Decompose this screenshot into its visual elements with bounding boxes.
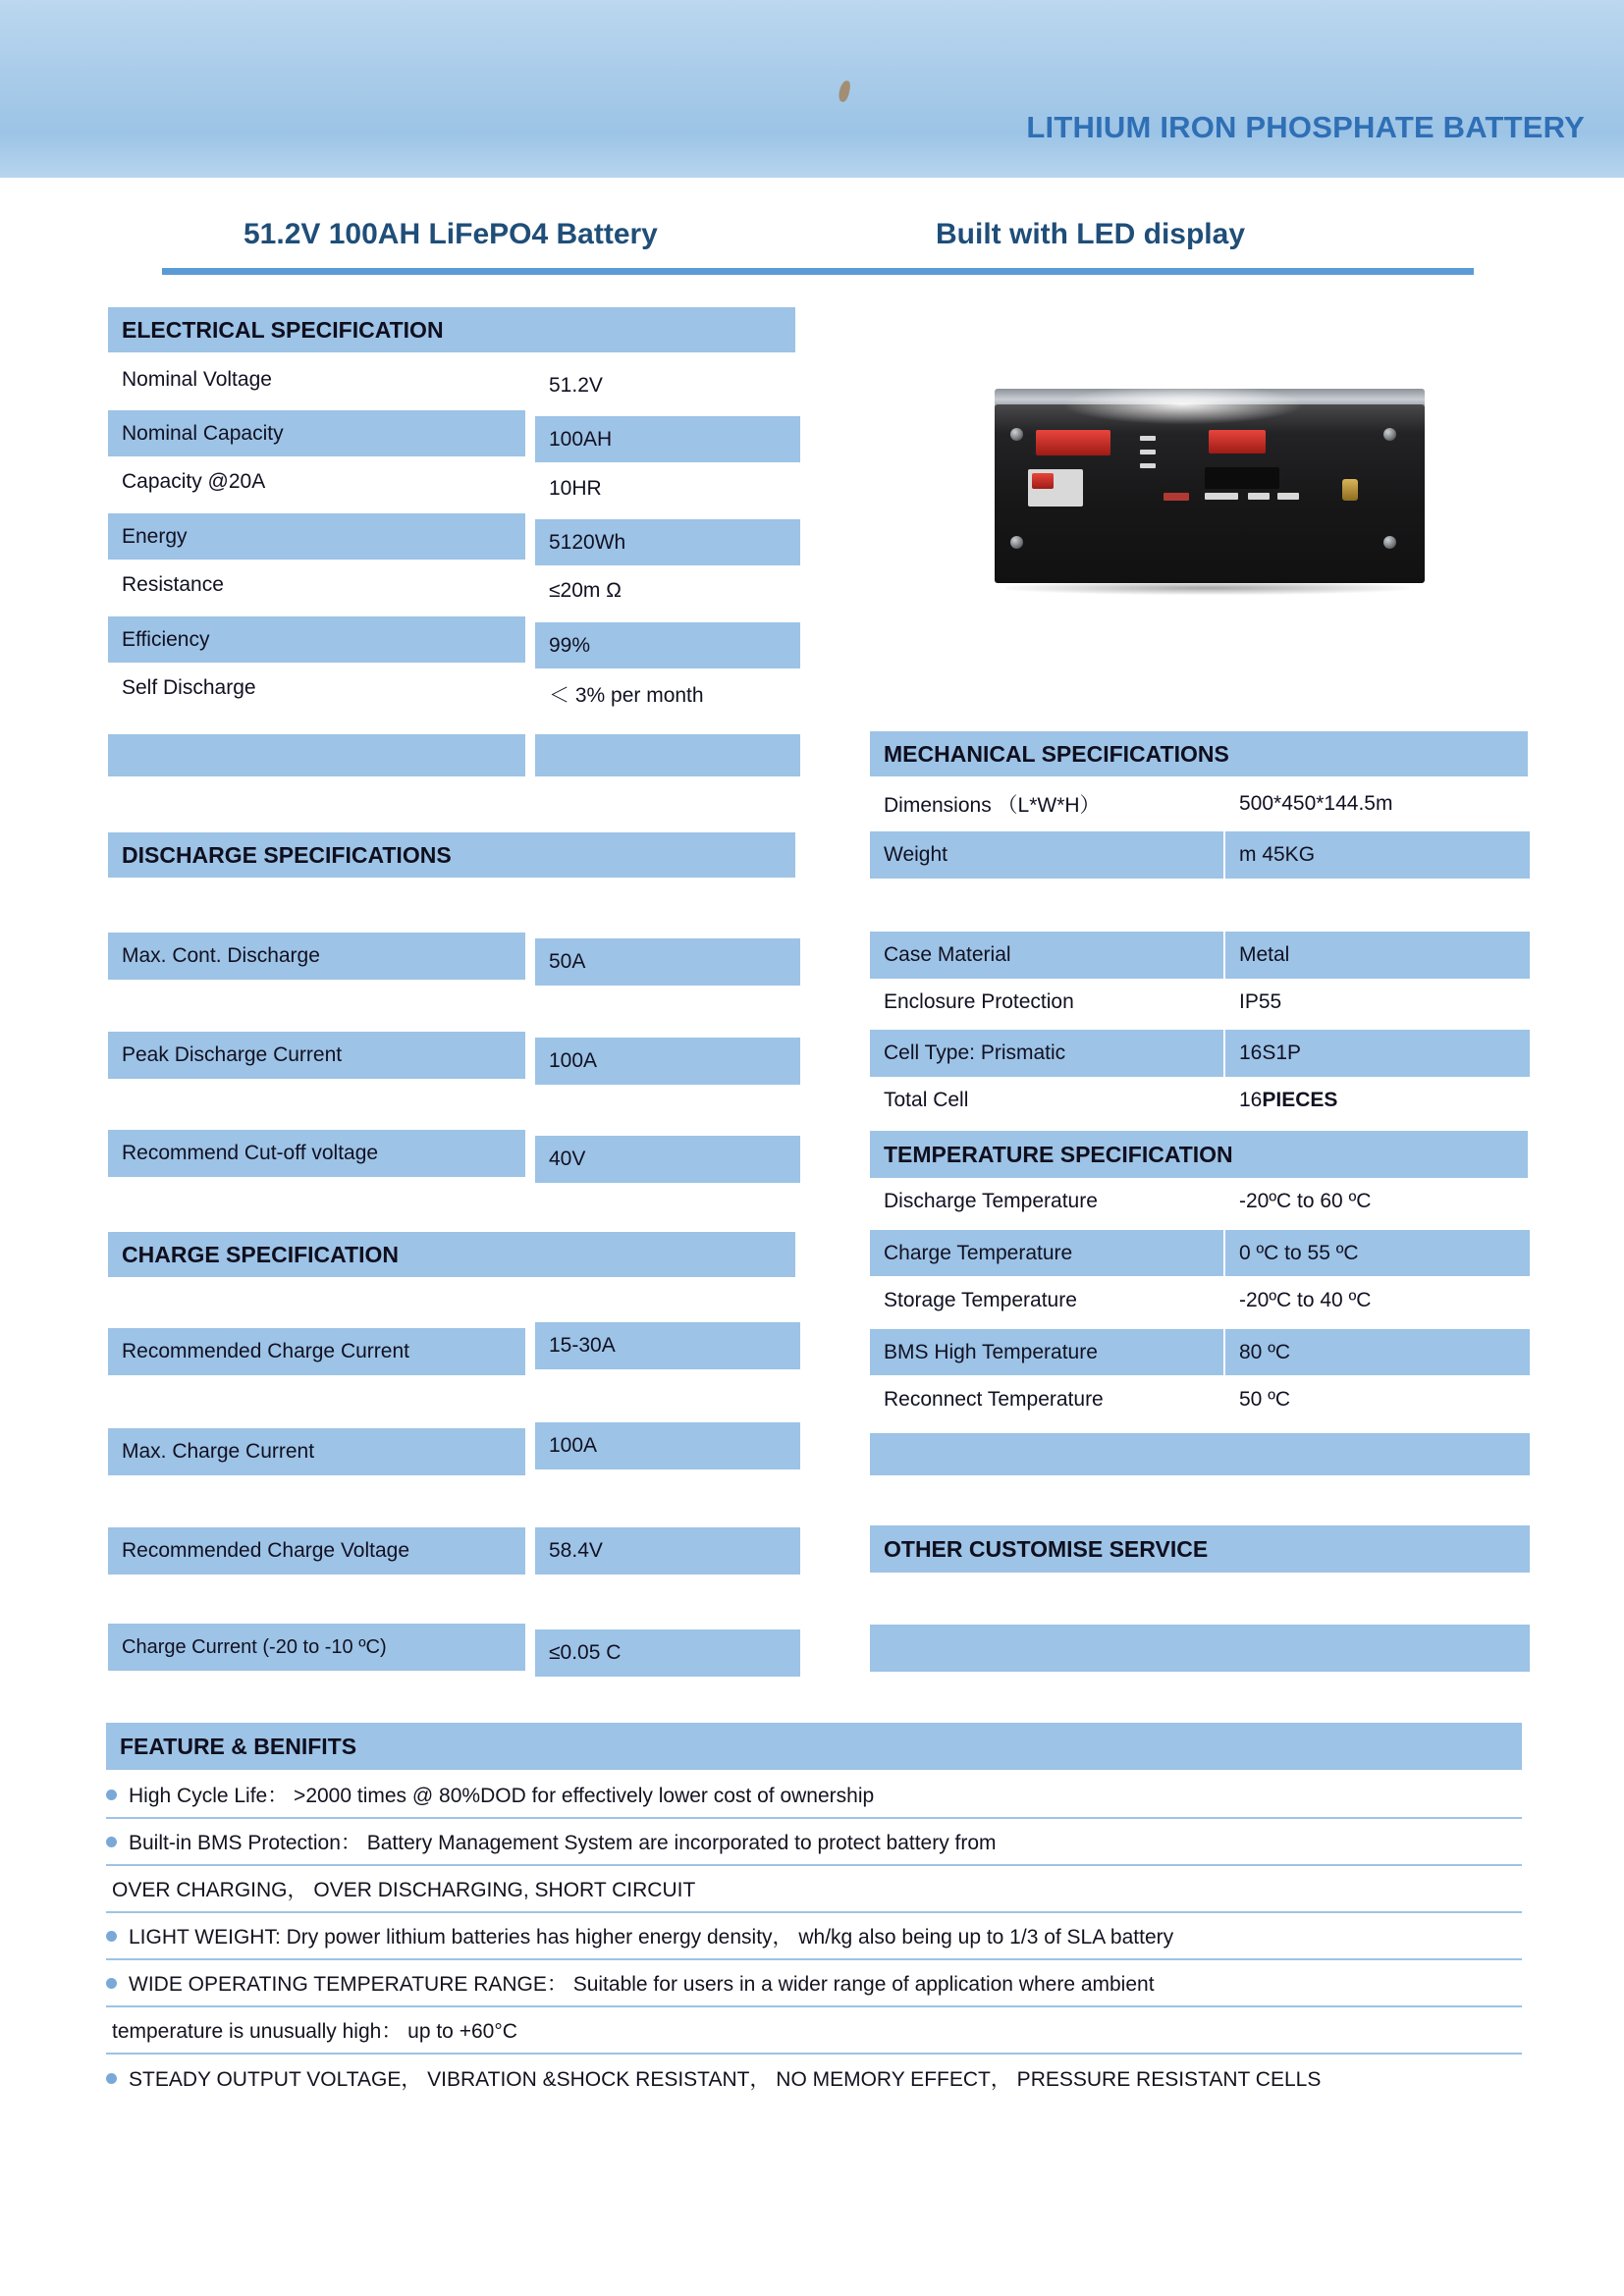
charge-row-value: 58.4V bbox=[535, 1527, 800, 1575]
bullet-icon bbox=[106, 1931, 117, 1942]
led-indicator-icon bbox=[1140, 450, 1156, 454]
screw-icon bbox=[1383, 428, 1396, 441]
electrical-row-label: Nominal Capacity bbox=[108, 410, 525, 456]
led-indicator-icon bbox=[1140, 463, 1156, 468]
mechanical-row-value bbox=[1225, 1080, 1530, 1121]
discharge-row-value: 40V bbox=[535, 1136, 800, 1183]
feature-item bbox=[106, 1772, 1522, 1819]
mechanical-row-value: IP55 bbox=[1239, 990, 1282, 1013]
electrical-row-label: Nominal Voltage bbox=[122, 368, 272, 391]
electrical-row-value: 51.2V bbox=[549, 374, 603, 397]
temperature-row-value: -20ºC to 60 ºC bbox=[1239, 1190, 1372, 1212]
screw-icon bbox=[1010, 428, 1023, 441]
bullet-icon bbox=[106, 2073, 117, 2084]
mechanical-row-value: 500*450*144.5m bbox=[1239, 792, 1393, 815]
title-divider bbox=[162, 268, 1474, 275]
other-customise-service-heading: OTHER CUSTOMISE SERVICE bbox=[870, 1525, 1530, 1573]
electrical-row-label: Efficiency bbox=[108, 616, 525, 663]
mechanical-row-value: 16S1P bbox=[1225, 1030, 1530, 1077]
charge-row-label: Charge Current (-20 to -10 ºC) bbox=[108, 1624, 525, 1671]
header-banner bbox=[0, 0, 1624, 178]
electrical-row-label: Capacity @20A bbox=[122, 470, 266, 493]
feature-item bbox=[106, 2055, 1522, 2102]
charge-row-label: Recommended Charge Voltage bbox=[108, 1527, 525, 1575]
label-strip bbox=[1277, 493, 1299, 500]
mechanical-specifications-heading: MECHANICAL SPECIFICATIONS bbox=[870, 731, 1528, 776]
electrical-row-value: ≤20m Ω bbox=[549, 579, 622, 602]
total-cell-unit: PIECES bbox=[1262, 1089, 1338, 1111]
product-subtitle: Built with LED display bbox=[936, 218, 1246, 250]
charge-row-value: 100A bbox=[535, 1422, 800, 1469]
terminal-marker bbox=[1032, 473, 1054, 489]
banner-title: LITHIUM IRON PHOSPHATE BATTERY bbox=[1026, 110, 1585, 144]
screw-icon bbox=[1010, 536, 1023, 549]
discharge-specifications-heading: DISCHARGE SPECIFICATIONS bbox=[108, 832, 795, 878]
temperature-row-value: 0 ºC to 55 ºC bbox=[1225, 1230, 1530, 1276]
charge-row-value: 15-30A bbox=[535, 1322, 800, 1369]
temperature-row-label: Charge Temperature bbox=[870, 1230, 1223, 1276]
discharge-row-label: Recommend Cut-off voltage bbox=[108, 1130, 525, 1177]
terminal-block bbox=[1205, 467, 1279, 489]
mechanical-row-value: Metal bbox=[1225, 932, 1530, 979]
led-indicator-icon bbox=[1140, 436, 1156, 441]
bullet-icon bbox=[106, 1978, 117, 1989]
discharge-row-value: 50A bbox=[535, 938, 800, 986]
mechanical-row-label: Total Cell bbox=[884, 1089, 969, 1111]
temperature-row-label: Reconnect Temperature bbox=[884, 1388, 1104, 1411]
feature-text: STEADY OUTPUT VOLTAGE， VIBRATION &SHOCK RESISTANT， NO MEMORY EFFECT， PRESSURE RESISTANT CELLS bbox=[129, 2068, 1322, 2091]
electrical-row-value: 10HR bbox=[549, 477, 602, 500]
electrical-row-label: Energy bbox=[108, 513, 525, 560]
negative-terminal-icon bbox=[1209, 430, 1266, 454]
feature-item bbox=[106, 1819, 1522, 1866]
feature-continuation bbox=[106, 2007, 1522, 2055]
product-title: 51.2V 100AH LiFePO4 Battery bbox=[244, 218, 658, 250]
temperature-row-value: -20ºC to 40 ºC bbox=[1239, 1289, 1372, 1311]
mechanical-row-label: Enclosure Protection bbox=[884, 990, 1074, 1013]
temperature-row-value: 80 ºC bbox=[1225, 1329, 1530, 1375]
feature-text: WIDE OPERATING TEMPERATURE RANGE： Suitable for users in a wider range of application where ambient bbox=[129, 1973, 1155, 1996]
product-photo-shadow bbox=[1006, 581, 1409, 595]
temperature-row-label: Discharge Temperature bbox=[884, 1190, 1098, 1212]
discharge-row-label: Peak Discharge Current bbox=[108, 1032, 525, 1079]
electrical-row-value: 100AH bbox=[535, 416, 800, 462]
spacer-bar-temperature bbox=[870, 1433, 1530, 1475]
spacer-bar-right bbox=[535, 734, 800, 776]
led-display-icon bbox=[1164, 493, 1189, 501]
discharge-row-value: 100A bbox=[535, 1038, 800, 1085]
charge-row-label: Max. Charge Current bbox=[108, 1428, 525, 1475]
electrical-row-value: ＜ 3% per month bbox=[549, 684, 704, 707]
electrical-specification-heading: ELECTRICAL SPECIFICATION bbox=[108, 307, 795, 352]
mechanical-row-label: Case Material bbox=[870, 932, 1223, 979]
feature-text: High Cycle Life： >2000 times @ 80%DOD for effectively lower cost of ownership bbox=[129, 1785, 875, 1807]
electrical-row-value: 5120Wh bbox=[535, 519, 800, 565]
screw-icon bbox=[1383, 536, 1396, 549]
feature-text: temperature is unusually high： up to +60°C bbox=[112, 2020, 517, 2043]
total-cell-count: 16 bbox=[1239, 1089, 1263, 1111]
feature-continuation bbox=[106, 1866, 1522, 1913]
feature-text: LIGHT WEIGHT: Dry power lithium batteries has higher energy density， wh/kg also being up to 1/3 of SLA battery bbox=[129, 1926, 1174, 1949]
bullet-icon bbox=[106, 1789, 117, 1800]
electrical-row-label: Self Discharge bbox=[122, 676, 256, 699]
spacer-bar-left bbox=[108, 734, 525, 776]
electrical-row-value: 99% bbox=[535, 622, 800, 668]
feature-item bbox=[106, 1960, 1522, 2007]
product-photo-highlight bbox=[1065, 385, 1301, 424]
feature-item bbox=[106, 1913, 1522, 1960]
brand-badge-icon bbox=[1342, 479, 1358, 501]
label-strip bbox=[1248, 493, 1270, 500]
bird-decoration-icon bbox=[838, 80, 851, 103]
mechanical-row-value: m 45KG bbox=[1225, 831, 1530, 879]
positive-terminal-icon bbox=[1036, 430, 1110, 455]
temperature-row-label: Storage Temperature bbox=[884, 1289, 1077, 1311]
feature-benefits-heading: FEATURE & BENIFITS bbox=[106, 1723, 1522, 1770]
discharge-row-label: Max. Cont. Discharge bbox=[108, 933, 525, 980]
bullet-icon bbox=[106, 1837, 117, 1847]
mechanical-row-label: Cell Type: Prismatic bbox=[870, 1030, 1223, 1077]
charge-row-label: Recommended Charge Current bbox=[108, 1328, 525, 1375]
electrical-row-label: Resistance bbox=[122, 573, 224, 596]
feature-text: OVER CHARGING， OVER DISCHARGING, SHORT CIRCUIT bbox=[112, 1879, 696, 1901]
charge-row-value: ≤0.05 C bbox=[535, 1629, 800, 1677]
spacer-bar-other-service bbox=[870, 1625, 1530, 1672]
temperature-specification-heading: TEMPERATURE SPECIFICATION bbox=[870, 1131, 1528, 1178]
mechanical-row-label: Weight bbox=[870, 831, 1223, 879]
temperature-row-value: 50 ºC bbox=[1239, 1388, 1291, 1411]
temperature-row-label: BMS High Temperature bbox=[870, 1329, 1223, 1375]
product-photo bbox=[977, 371, 1438, 636]
label-strip bbox=[1205, 493, 1238, 500]
charge-specification-heading: CHARGE SPECIFICATION bbox=[108, 1232, 795, 1277]
mechanical-row-label: Dimensions （L*W*H） bbox=[884, 794, 1101, 817]
feature-text: Built-in BMS Protection： Battery Management System are incorporated to protect battery from bbox=[129, 1832, 997, 1854]
